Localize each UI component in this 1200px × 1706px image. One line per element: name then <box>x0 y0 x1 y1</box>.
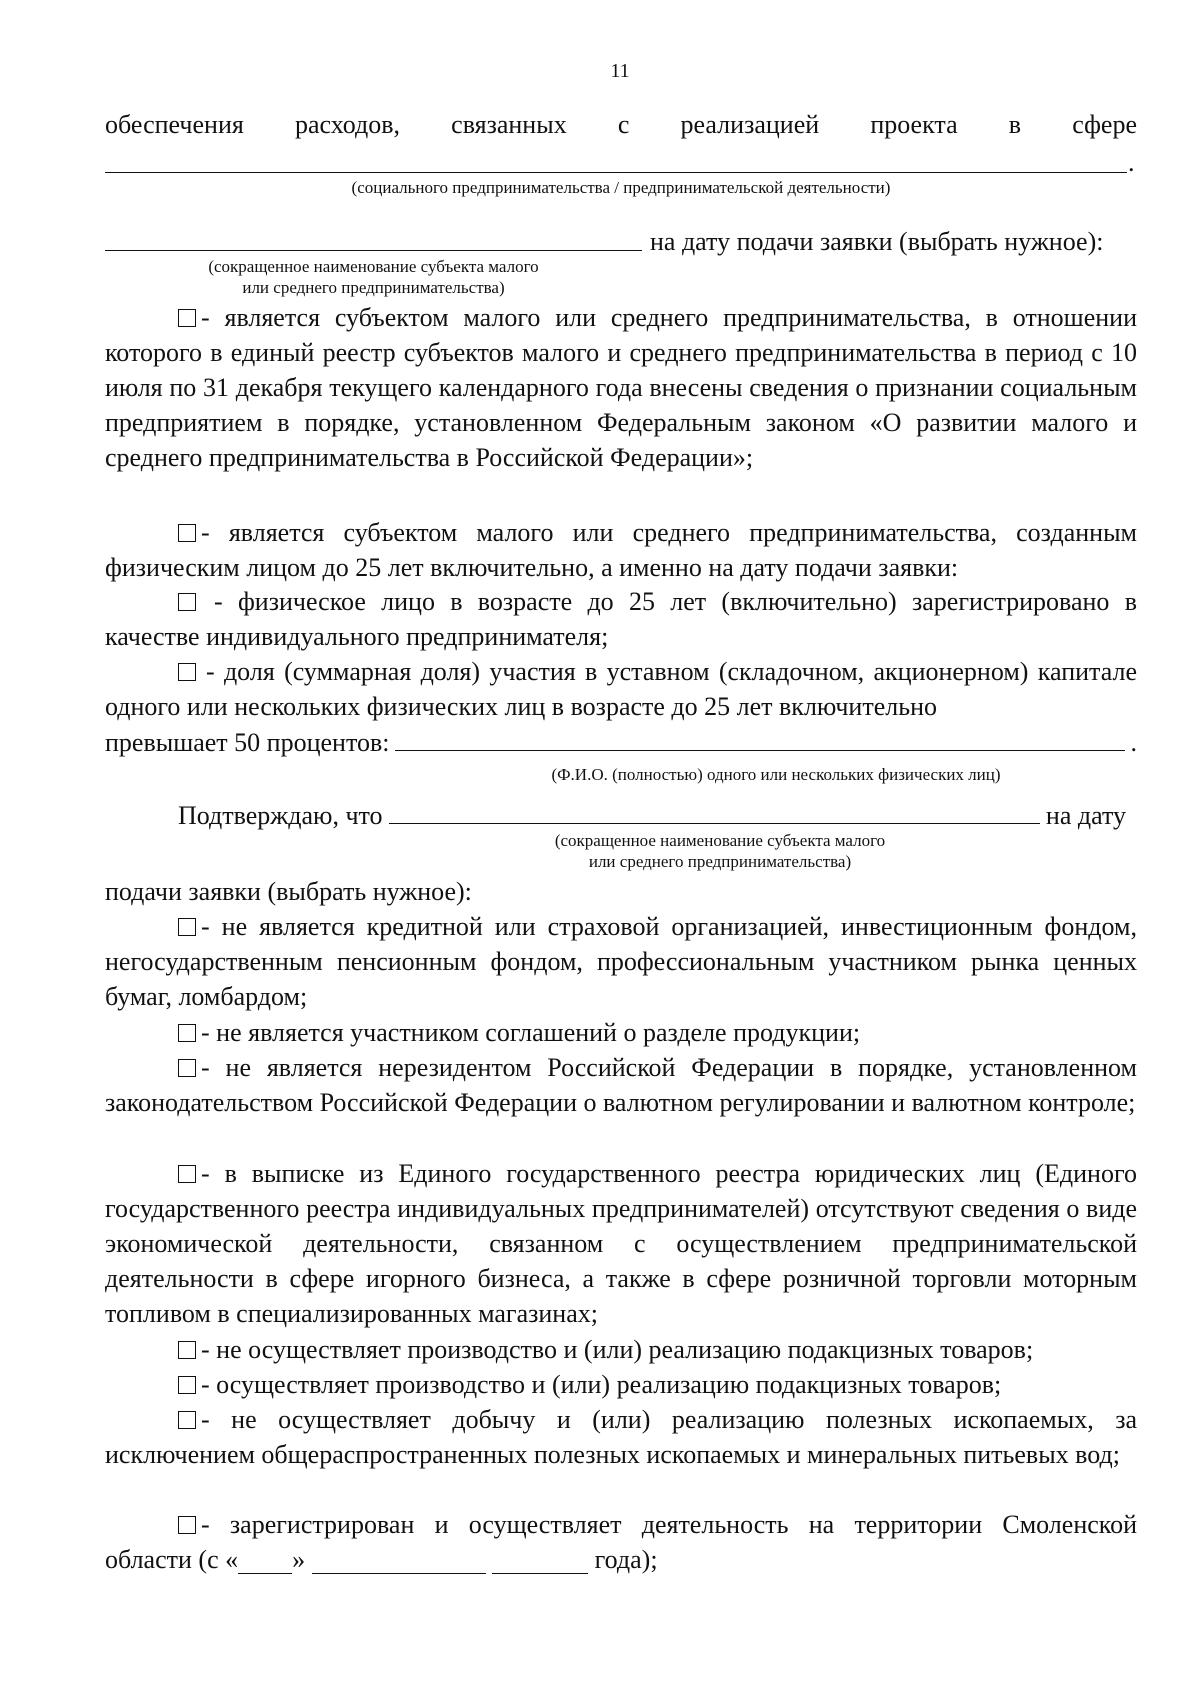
option-no-mining <box>105 1402 1137 1472</box>
checkbox-youth-entity[interactable] <box>178 524 196 542</box>
option-youth-share <box>105 654 1137 724</box>
checkbox-youth-share[interactable] <box>178 663 196 681</box>
option-not-credit-org <box>105 909 1137 1014</box>
fio-blank-line[interactable] <box>395 724 1124 751</box>
intro-line-2-text: на дату подачи заявки (выбрать нужное): <box>650 227 1104 256</box>
checkbox-excise[interactable] <box>178 1376 196 1394</box>
confirm-right: на дату <box>1045 801 1126 830</box>
intro-line-1-end: . <box>1128 148 1135 177</box>
option-no-gambling <box>105 1156 1137 1331</box>
option-not-credit-org-text: - не является кредитной или страховой организацией, инвестиционным фондом, негосударственным пенсионным фондом, профессиональным участником рынка ценных бумаг, ломбардом; <box>105 912 1137 1011</box>
youth-share-fio-row <box>105 724 1137 760</box>
option-youth-share-text: - доля (суммарная доля) участия в уставном (складочном, акционерном) капитале одного или нескольких физических лиц в возрасте до 25 лет включительно <box>105 657 1137 721</box>
youth-share-end-label: превышает 50 процентов: <box>105 728 390 757</box>
page-number: 11 <box>610 60 630 82</box>
checkbox-social-enterprise[interactable] <box>178 309 196 327</box>
registration-date-row <box>105 1542 1137 1577</box>
checkbox-no-gambling[interactable] <box>178 1165 196 1183</box>
confirm-label: Подтверждаю, что <box>178 801 383 830</box>
confirm-row <box>178 797 1126 833</box>
checkbox-not-nonresident[interactable] <box>178 1059 196 1077</box>
option-no-excise <box>105 1332 1137 1367</box>
option-not-psa-text: - не является участником соглашений о разделе продукции; <box>201 1018 861 1047</box>
confirm-continuation: подачи заявки (выбрать нужное): <box>105 877 472 906</box>
option-registered-smolensk <box>105 1507 1137 1542</box>
option-no-gambling-text: - в выписке из Единого государственного реестра юридических лиц (Единого государственного реестра индивидуальных предпринимателей) отсутствуют сведения о виде экономической деятельности, связанном с осуществлением предпринимательской деятельности в сфере игорного бизнеса, а также в сфере розничной торговли моторным топливом в специализированных магазинах; <box>105 1159 1137 1328</box>
caption-fio: (Ф.И.О. (полностью) одного или нескольких физических лиц) <box>551 765 1001 784</box>
registration-date-quote: » <box>292 1545 306 1574</box>
option-no-mining-text: - не осуществляет добычу и (или) реализацию полезных ископаемых, за исключением общераспространенных полезных ископаемых и минеральных питьевых вод; <box>105 1405 1137 1469</box>
checkbox-not-psa[interactable] <box>178 1024 196 1042</box>
caption-confirm-line-2: или среднего предпринимательства) <box>588 852 852 871</box>
option-not-psa <box>105 1015 1137 1050</box>
caption-sphere: (социального предпринимательства / предпринимательской деятельности) <box>351 178 891 197</box>
sphere-blank-line[interactable] <box>105 172 1127 173</box>
option-excise-text: - осуществляет производство и (или) реализацию подакцизных товаров; <box>201 1370 1002 1399</box>
checkbox-not-credit-org[interactable] <box>178 918 196 936</box>
option-social-enterprise-text: - является субъектом малого или среднего предпринимательства, в отношении которого в единый реестр субъектов малого и среднего предпринимательства в период с 10 июля по 31 декабря текущего календарного года внесены сведения о признании социальным предприятием в порядке, установленном Федеральным законом «О развитии малого и среднего предпринимательства в Российской Федерации»; <box>105 303 1137 472</box>
checkbox-no-excise[interactable] <box>178 1341 196 1359</box>
checkbox-youth-ip[interactable] <box>178 593 196 611</box>
option-social-enterprise <box>105 300 1137 475</box>
intro-line-1: обеспечения расходов, связанных с реализацией проекта в сфере <box>105 110 1137 139</box>
caption-entity-line-1: (сокращенное наименование субъекта малого <box>208 257 539 276</box>
confirm-entity-blank-line[interactable] <box>389 797 1040 824</box>
option-youth-entity-text: - является субъектом малого или среднего предпринимательства, созданным физическим лицом до 25 лет включительно, а именно на дату подачи заявки: <box>105 518 1137 582</box>
option-youth-entity <box>105 515 1137 585</box>
registration-month-blank[interactable] <box>312 1547 486 1574</box>
registration-year-blank[interactable] <box>492 1547 588 1574</box>
option-not-nonresident-text: - не является нерезидентом Российской Федерации в порядке, установленном законодательством Российской Федерации о валютном регулировании и валютном контроле; <box>105 1053 1137 1117</box>
registration-date-suffix: года); <box>594 1545 658 1574</box>
registration-date-prefix: области (с « <box>105 1545 239 1574</box>
option-not-nonresident <box>105 1050 1137 1120</box>
checkbox-no-mining[interactable] <box>178 1411 196 1429</box>
youth-share-end: . <box>1130 728 1137 757</box>
option-no-excise-text: - не осуществляет производство и (или) реализацию подакцизных товаров; <box>201 1335 1034 1364</box>
entity-name-blank-line[interactable] <box>105 250 642 251</box>
checkbox-registered-smolensk[interactable] <box>178 1516 196 1534</box>
option-registered-smolensk-text: - зарегистрирован и осуществляет деятельность на территории Смоленской <box>201 1510 1137 1539</box>
caption-confirm-line-1: (сокращенное наименование субъекта малого <box>554 831 886 850</box>
caption-entity-line-2: или среднего предпринимательства) <box>242 278 505 297</box>
option-youth-ip-text: - физическое лицо в возрасте до 25 лет (включительно) зарегистрировано в качестве индивидуального предпринимателя; <box>105 587 1137 651</box>
registration-day-blank[interactable] <box>238 1547 292 1574</box>
option-excise <box>105 1367 1137 1402</box>
option-youth-ip <box>105 584 1137 654</box>
